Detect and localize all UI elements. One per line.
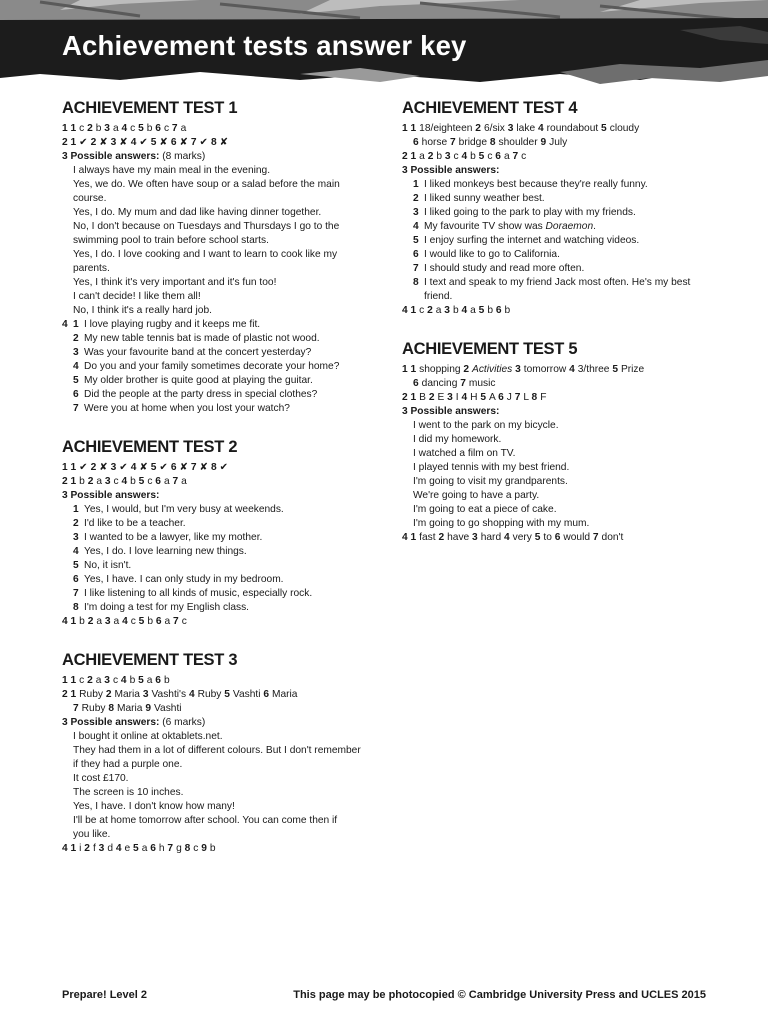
question-2-answers: 2 1 Ruby 2 Maria 3 Vashti's 4 Ruby 5 Vashti 6 Maria bbox=[62, 689, 298, 700]
answer-item: 6 ✘ bbox=[170, 137, 189, 148]
answer-line: Yes, I do. I love cooking and I want to learn to cook like my bbox=[73, 249, 338, 260]
answer-item: 1 b bbox=[70, 616, 85, 627]
answer-item: 7 music bbox=[460, 378, 496, 389]
answer-item: 1 18/eighteen bbox=[410, 123, 473, 134]
answer-line: I went to the park on my bicycle. bbox=[413, 420, 559, 431]
answer-item: 9 b bbox=[201, 843, 216, 854]
question-2-answers-cont bbox=[62, 702, 374, 716]
answer-item: 5 to bbox=[534, 532, 552, 543]
answer-item: 8 ✔ bbox=[210, 462, 229, 473]
numbered-answer: 3 I liked going to the park to play with my friends. bbox=[413, 207, 636, 218]
question-2-answers: 2 1 ✔ 2 ✘ 3 ✘ 4 ✔ 5 ✘ 6 ✘ 7 ✔ 8 ✘ bbox=[62, 137, 229, 148]
answer-line: Yes, I have. I don't know how many! bbox=[73, 801, 235, 812]
numbered-answer: 7 I like listening to all kinds of music, especially rock. bbox=[73, 588, 313, 599]
answer-item: 4 roundabout bbox=[537, 123, 599, 134]
answer-line: It cost £170. bbox=[73, 773, 129, 784]
answer-item: 7 don't bbox=[592, 532, 624, 543]
answer-item: 6 b bbox=[155, 675, 170, 686]
question-2-answers: 2 1 a 2 b 3 c 4 b 5 c 6 a 7 c bbox=[402, 151, 527, 162]
answer-item: 4 b bbox=[461, 151, 476, 162]
answer-item: 1 i bbox=[70, 843, 82, 854]
page-title: Achievement tests answer key bbox=[62, 30, 467, 61]
answer-item: 3 I bbox=[447, 392, 459, 403]
answer-item: 3 a bbox=[104, 123, 119, 134]
answer-item: 3 lake bbox=[507, 123, 536, 134]
achievement-test-3 bbox=[62, 650, 374, 856]
achievement-test-4 bbox=[402, 98, 714, 318]
answer-item: 3 hard bbox=[472, 532, 502, 543]
numbered-answer: 4 1 I love playing rugby and it keeps me fit. bbox=[62, 319, 261, 330]
answer-line: friend. bbox=[424, 291, 453, 302]
answer-item: 8 Maria bbox=[108, 703, 143, 714]
answer-item: 5 Vashti bbox=[224, 689, 261, 700]
answer-item: 2 a bbox=[427, 305, 442, 316]
answer-item: 1 a bbox=[410, 151, 425, 162]
answer-item: 3 tomorrow bbox=[515, 364, 567, 375]
question-1-answers: 1 1 c 2 b 3 a 4 c 5 b 6 c 7 a bbox=[62, 123, 187, 134]
answer-item: 7 ✔ bbox=[190, 137, 209, 148]
numbered-answer: 3 I wanted to be a lawyer, like my mother. bbox=[73, 532, 263, 543]
question-3-label: 3 Possible answers: bbox=[62, 490, 160, 501]
answer-item: 2 have bbox=[438, 532, 470, 543]
numbered-answer: 4 Do you and your family sometimes decorate your home? bbox=[73, 361, 340, 372]
numbered-answer: 1 I liked monkeys best because they're really funny. bbox=[413, 179, 648, 190]
question-3-label: 3 Possible answers: bbox=[402, 406, 500, 417]
answer-line: I played tennis with my best friend. bbox=[413, 462, 570, 473]
question-4-answers: 4 1 b 2 a 3 a 4 c 5 b 6 a 7 c bbox=[62, 616, 187, 627]
answer-item: 2 a bbox=[87, 476, 103, 487]
answer-item: 1 b bbox=[70, 476, 85, 487]
header-banner bbox=[0, 0, 768, 84]
numbered-answer: 6 Did the people at the party dress in special clothes? bbox=[73, 389, 318, 400]
answer-item: 3 Vashti's bbox=[142, 689, 187, 700]
numbered-answer: 5 I enjoy surfing the internet and watching videos. bbox=[413, 235, 640, 246]
numbered-answer: 2 My new table tennis bat is made of plastic not wood. bbox=[73, 333, 320, 344]
answer-item: 5 cloudy bbox=[601, 123, 640, 134]
answer-line: course. bbox=[73, 193, 107, 204]
answer-item: 4 b bbox=[121, 476, 136, 487]
answer-item: 2 ✘ bbox=[90, 462, 108, 473]
answer-item: 2 b bbox=[87, 123, 102, 134]
achievement-test-2 bbox=[62, 437, 374, 629]
answer-line: I'm going to go shopping with my mum. bbox=[413, 518, 590, 529]
answer-item: 2 a bbox=[87, 675, 102, 686]
answer-item: 5 A bbox=[480, 392, 496, 403]
answer-item: 3 ✘ bbox=[110, 137, 128, 148]
answer-item: 1 fast bbox=[410, 532, 436, 543]
answer-item: 6 ✘ bbox=[170, 462, 189, 473]
numbered-answer: 2 I liked sunny weather best. bbox=[413, 193, 545, 204]
footer-copyright: This page may be photocopied © Cambridge University Press and UCLES 2015 bbox=[293, 989, 706, 1001]
answer-item: 7 Ruby bbox=[73, 703, 106, 714]
answer-item: 4 ✘ bbox=[130, 462, 148, 473]
answer-item: 1 Ruby bbox=[70, 689, 103, 700]
answer-item: 6 J bbox=[498, 392, 512, 403]
answer-item: 6 b bbox=[495, 305, 511, 316]
numbered-answer: 4 My favourite TV show was Doraemon. bbox=[413, 221, 596, 232]
numbered-answer: 5 No, it isn't. bbox=[73, 560, 132, 571]
answer-line: swimming pool to train before school starts. bbox=[73, 235, 269, 246]
answer-item: 5 b bbox=[138, 123, 153, 134]
numbered-answer: 4 Yes, I do. I love learning new things. bbox=[73, 546, 247, 557]
answer-line: Yes, I do. My mum and dad like having dinner together. bbox=[73, 207, 322, 218]
question-1-answers-cont bbox=[402, 377, 714, 391]
question-1-answers: 1 1 c 2 a 3 c 4 b 5 a 6 b bbox=[62, 675, 170, 686]
test-heading: ACHIEVEMENT TEST 5 bbox=[402, 340, 578, 358]
answer-item: 3 d bbox=[98, 843, 113, 854]
question-1-answers: 1 1 ✔ 2 ✘ 3 ✔ 4 ✘ 5 ✔ 6 ✘ 7 ✘ 8 ✔ bbox=[62, 462, 229, 473]
answer-item: 6 c bbox=[155, 123, 170, 134]
answer-line: They had them in a lot of different colours. But I don't remember bbox=[73, 745, 361, 756]
answer-item: 6 dancing bbox=[413, 378, 458, 389]
answer-line: I'll be at home tomorrow after school. You can come then if bbox=[73, 815, 338, 826]
answer-line: I'm going to visit my grandparents. bbox=[413, 476, 568, 487]
answer-item: 8 F bbox=[531, 392, 547, 403]
numbered-answer: 6 Yes, I have. I can only study in my bedroom. bbox=[73, 574, 284, 585]
answer-item: 5 b bbox=[478, 305, 494, 316]
answer-item: 2 Maria bbox=[105, 689, 140, 700]
test-heading: ACHIEVEMENT TEST 4 bbox=[402, 99, 578, 117]
answer-item: 2 f bbox=[84, 843, 96, 854]
achievement-test-5 bbox=[402, 339, 714, 545]
answer-item: 6 a bbox=[495, 151, 510, 162]
answer-item: 8 ✘ bbox=[210, 137, 229, 148]
answer-item: 8 c bbox=[184, 843, 199, 854]
answer-item: 1 ✔ bbox=[70, 137, 88, 148]
question-1-answers: 1 1 18/eighteen 2 6/six 3 lake 4 roundabout 5 cloudy bbox=[402, 123, 640, 134]
answer-line: I bought it online at oktablets.net. bbox=[73, 731, 223, 742]
answer-item: 7 c bbox=[173, 616, 187, 627]
answer-item: 5 ✔ bbox=[150, 462, 168, 473]
test-heading: ACHIEVEMENT TEST 3 bbox=[62, 651, 238, 669]
answer-item: 1 ✔ bbox=[70, 462, 88, 473]
answer-item: 5 a bbox=[133, 843, 148, 854]
numbered-answer: 5 My older brother is quite good at playing the guitar. bbox=[73, 375, 313, 386]
answer-item: 7 a bbox=[171, 123, 187, 134]
answer-item: 6 a bbox=[155, 616, 171, 627]
answer-item: 4 Ruby bbox=[188, 689, 222, 700]
answer-item: 5 ✘ bbox=[150, 137, 168, 148]
answer-item: 7 a bbox=[172, 476, 187, 487]
answer-item: 2 b bbox=[427, 151, 443, 162]
question-4-answers: 4 1 fast 2 have 3 hard 4 very 5 to 6 would 7 don't bbox=[402, 532, 624, 543]
answer-item: 3 c bbox=[444, 151, 459, 162]
question-4-answers: 4 1 i 2 f 3 d 4 e 5 a 6 h 7 g 8 c 9 b bbox=[62, 843, 216, 854]
answer-item: 2 6/six bbox=[475, 123, 505, 134]
answer-item: 6 h bbox=[150, 843, 165, 854]
answer-line: The screen is 10 inches. bbox=[73, 787, 184, 798]
answer-line: if they had a purple one. bbox=[73, 759, 183, 770]
answer-line: Yes, we do. We often have soup or a salad before the main bbox=[73, 179, 340, 190]
answer-item: 6 horse bbox=[413, 137, 448, 148]
answer-item: 6 would bbox=[554, 532, 591, 543]
answer-item: 5 b bbox=[138, 616, 154, 627]
answer-item: 9 July bbox=[540, 137, 568, 148]
test-heading: ACHIEVEMENT TEST 1 bbox=[62, 99, 238, 117]
answer-item: 5 a bbox=[138, 675, 153, 686]
answer-item: 7 c bbox=[512, 151, 527, 162]
answer-item: 4 a bbox=[461, 305, 476, 316]
numbered-answer: 7 I should study and read more often. bbox=[413, 263, 585, 274]
answer-line: you like. bbox=[73, 829, 111, 840]
answer-item: 4 c bbox=[121, 123, 136, 134]
answer-item: 2 a bbox=[87, 616, 103, 627]
answer-item: 5 Prize bbox=[612, 364, 645, 375]
numbered-answer: 8 I text and speak to my friend Jack most often. He's my best bbox=[413, 277, 691, 288]
answer-item: 5 c bbox=[138, 476, 153, 487]
right-column bbox=[402, 98, 714, 566]
answer-item: 7 g bbox=[167, 843, 182, 854]
answer-item: 3 c bbox=[104, 476, 119, 487]
answer-item: 4 b bbox=[120, 675, 136, 686]
question-2-answers: 2 1 b 2 a 3 c 4 b 5 c 6 a 7 a bbox=[62, 476, 187, 487]
footer-level: Prepare! Level 2 bbox=[62, 989, 147, 1001]
answer-item: 1 B bbox=[410, 392, 426, 403]
answer-item: 7 bridge bbox=[450, 137, 487, 148]
answer-line: parents. bbox=[73, 263, 110, 274]
answer-line: Yes, I think it's very important and it's fun too! bbox=[73, 277, 277, 288]
answer-item: 1 shopping bbox=[410, 364, 461, 375]
answer-item: 3 a bbox=[104, 616, 120, 627]
answer-item: 4 ✔ bbox=[130, 137, 148, 148]
question-2-answers: 2 1 B 2 E 3 I 4 H 5 A 6 J 7 L 8 F bbox=[402, 392, 547, 403]
answer-item: 1 c bbox=[70, 123, 85, 134]
numbered-answer: 8 I'm doing a test for my English class. bbox=[73, 602, 250, 613]
question-1-answers-cont bbox=[402, 136, 714, 150]
achievement-test-1 bbox=[62, 98, 374, 416]
answer-item: 3 ✔ bbox=[110, 462, 128, 473]
answer-item: 2 Activities bbox=[463, 364, 513, 375]
answer-item: 1 c bbox=[70, 675, 85, 686]
numbered-answer: 3 Was your favourite band at the concert yesterday? bbox=[73, 347, 312, 358]
numbered-answer: 7 Were you at home when you lost your watch? bbox=[73, 403, 290, 414]
answer-line: I can't decide! I like them all! bbox=[73, 291, 201, 302]
test-heading: ACHIEVEMENT TEST 2 bbox=[62, 438, 238, 456]
question-1-answers: 1 1 shopping 2 Activities 3 tomorrow 4 3/three 5 Prize bbox=[402, 364, 645, 375]
answer-item: 2 ✘ bbox=[90, 137, 108, 148]
numbered-answer: 2 I'd like to be a teacher. bbox=[73, 518, 186, 529]
answer-item: 4 H bbox=[461, 392, 478, 403]
question-3-label: 3 Possible answers: (8 marks) bbox=[62, 151, 206, 162]
answer-item: 4 e bbox=[115, 843, 131, 854]
answer-item: 4 c bbox=[122, 616, 136, 627]
answer-item: 9 Vashti bbox=[145, 703, 182, 714]
answer-line: I watched a film on TV. bbox=[413, 448, 516, 459]
answer-item: 5 c bbox=[478, 151, 493, 162]
left-column bbox=[62, 98, 374, 877]
question-3-label: 3 Possible answers: (6 marks) bbox=[62, 717, 206, 728]
answer-item: 3 b bbox=[444, 305, 459, 316]
numbered-answer: 6 I would like to go to California. bbox=[413, 249, 560, 260]
answer-item: 7 L bbox=[514, 392, 529, 403]
answer-line: I did my homework. bbox=[413, 434, 502, 445]
answer-item: 8 shoulder bbox=[489, 137, 538, 148]
question-4-answers: 4 1 c 2 a 3 b 4 a 5 b 6 b bbox=[402, 305, 511, 316]
answer-line: No, I don't because on Tuesdays and Thursdays I go to the bbox=[73, 221, 340, 232]
numbered-answer: 1 Yes, I would, but I'm very busy at weekends. bbox=[73, 504, 284, 515]
answer-item: 4 very bbox=[503, 532, 532, 543]
answer-item: 1 c bbox=[410, 305, 425, 316]
answer-item: 6 a bbox=[155, 476, 170, 487]
answer-item: 6 Maria bbox=[263, 689, 298, 700]
answer-line: I always have my main meal in the evening. bbox=[73, 165, 271, 176]
answer-line: I'm going to eat a piece of cake. bbox=[413, 504, 557, 515]
answer-item: 2 E bbox=[428, 392, 445, 403]
answer-item: 4 3/three bbox=[569, 364, 610, 375]
answer-line: No, I think it's a really hard job. bbox=[73, 305, 212, 316]
answer-item: 3 c bbox=[104, 675, 119, 686]
question-3-label: 3 Possible answers: bbox=[402, 165, 500, 176]
answer-line: We're going to have a party. bbox=[413, 490, 540, 501]
answer-item: 7 ✘ bbox=[190, 462, 209, 473]
